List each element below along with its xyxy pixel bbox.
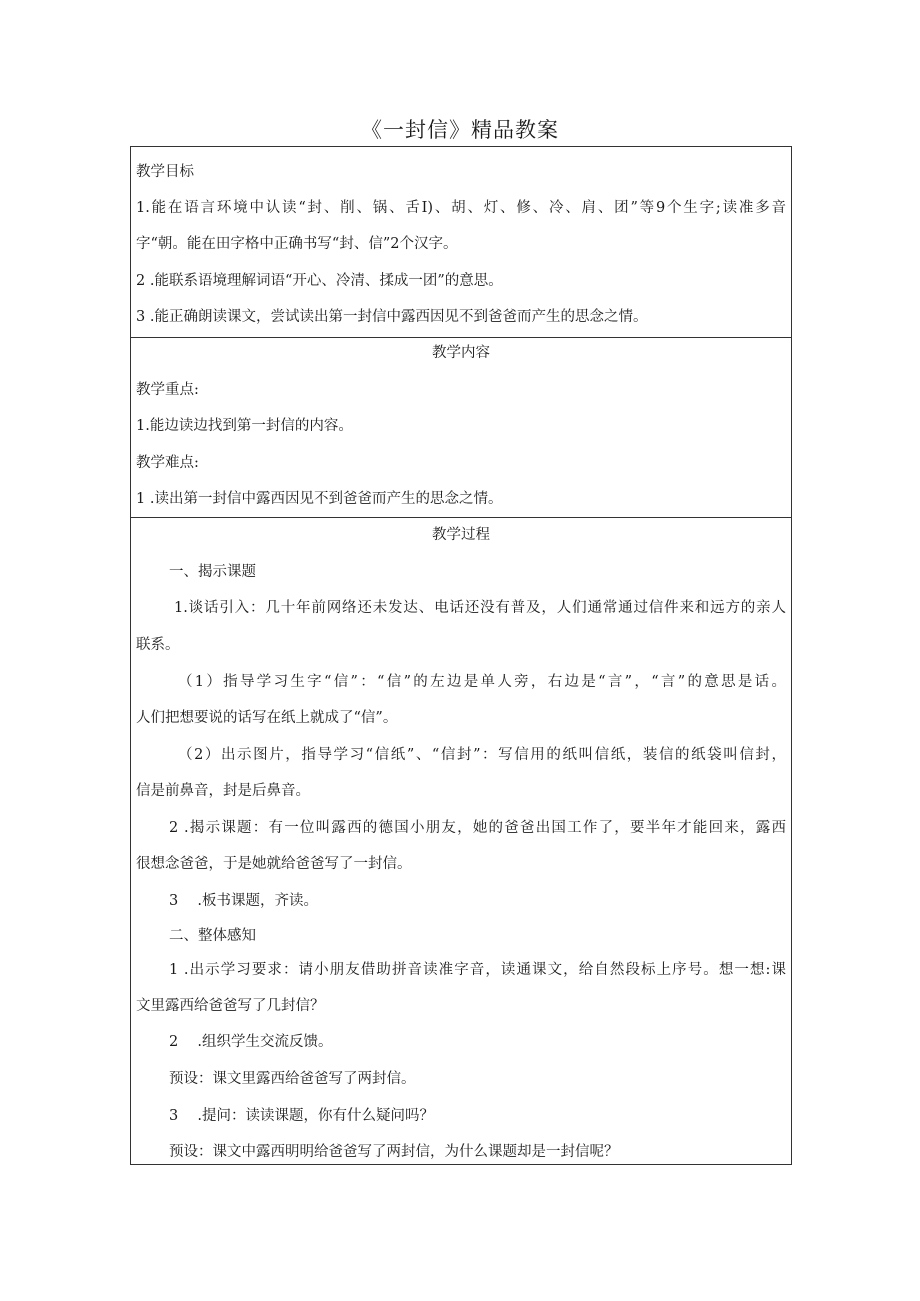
row-divider-2 xyxy=(131,517,791,518)
paragraph-1-line-1: 1.谈话引入：几十年前网络还未发达、电话还没有普及，人们通常通过信件来和远方的亲人 xyxy=(174,600,786,616)
goal-item-1-line-1: 1.能在语言环境中认读“封、削、锅、舌I)、胡、灯、修、冷、肩、团”等9个生字;读准多音 xyxy=(136,200,786,216)
difficulty-label: 教学难点: xyxy=(136,455,199,471)
paragraph-2-line-1: （1）指导学习生字“信”：“信”的左边是单人旁，右边是“言”，“言”的意思是话。 xyxy=(178,674,786,690)
paragraph-4-line-1: 2 .揭示课题：有一位叫露西的德国小朋友，她的爸爸出国工作了，要半年才能回来，露西 xyxy=(169,820,786,836)
difficulty-item: 1 .读出第一封信中露西因见不到爸爸而产生的思念之情。 xyxy=(136,491,503,507)
paragraph-4-line-2: 很想念爸爸，于是她就给爸爸写了一封信。 xyxy=(136,856,412,872)
goal-item-2: 2 .能联系语境理解词语“开心、冷清、揉成一团”的意思。 xyxy=(136,273,503,289)
document-title: 《一封信》精品教案 xyxy=(361,118,559,142)
goals-heading: 教学目标 xyxy=(136,164,194,180)
section-heading-2: 二、整体感知 xyxy=(169,928,256,944)
paragraph-5: 3 .板书课题，齐读。 xyxy=(169,893,318,909)
paragraph-6-line-1: 1 .出示学习要求：请小朋友借助拼音读准字音，读通课文，给自然段标上序号。想一想:课 xyxy=(169,962,786,978)
goal-item-3: 3 .能正确朗读课文，尝试读出第一封信中露西因见不到爸爸而产生的思念之情。 xyxy=(136,309,648,325)
paragraph-9: 3 .提问：读读课题，你有什么疑问吗？ xyxy=(169,1108,434,1124)
key-points-label: 教学重点: xyxy=(136,382,199,398)
paragraph-3-line-1: （2）出示图片，指导学习“信纸”、“信封”：写信用的纸叫信纸，装信的纸袋叫信封， xyxy=(178,747,786,763)
paragraph-6-line-2: 文里露西给爸爸写了几封信？ xyxy=(136,998,325,1014)
row-divider-1 xyxy=(131,337,791,338)
goal-item-1-line-2: 字“朝。能在田字格中正确书写“封、信”2个汉字。 xyxy=(136,236,458,252)
process-heading: 教学过程 xyxy=(432,527,490,543)
content-heading: 教学内容 xyxy=(432,345,490,361)
paragraph-2-line-2: 人们把想要说的话写在纸上就成了“信”。 xyxy=(136,710,398,726)
lesson-plan-table xyxy=(130,146,792,1165)
paragraph-10: 预设：课文中露西明明给爸爸写了两封信，为什么课题却是一封信呢？ xyxy=(169,1144,619,1160)
key-points-item: 1.能边读边找到第一封信的内容。 xyxy=(136,418,353,434)
paragraph-3-line-2: 信是前鼻音，封是后鼻音。 xyxy=(136,783,310,799)
paragraph-8: 预设：课文里露西给爸爸写了两封信。 xyxy=(169,1071,416,1087)
section-heading-1: 一、揭示课题 xyxy=(169,564,256,580)
paragraph-1-line-2: 联系。 xyxy=(136,637,180,653)
paragraph-7: 2 .组织学生交流反馈。 xyxy=(169,1034,333,1050)
